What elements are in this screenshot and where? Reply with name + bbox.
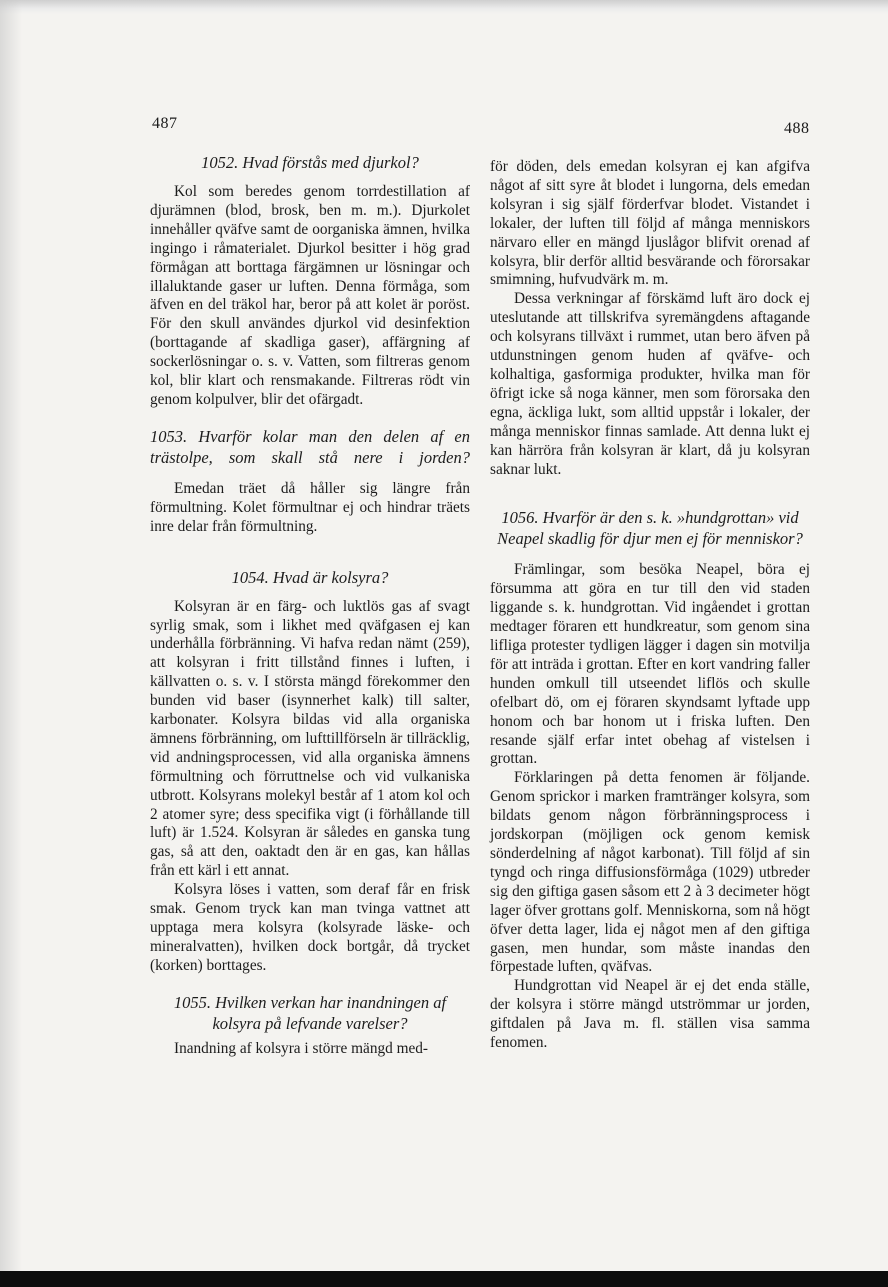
section-heading-1055: 1055. Hvilken verkan har inandningen af kolsyra på lefvande varelser? [173,992,447,1033]
paragraph-1054-b: Kolsyra löses i vatten, som deraf får en frisk smak. Genom tryck kan man tvinga vattnet att upptaga mera kolsyra (kolsyrade läske- och mineralvatten), hvilken dock bortgår, då trycket (korken) borttages. [150,881,470,974]
scan-edge-left [0,0,22,1287]
paragraph-1056-c: Hundgrottan vid Neapel är ej det enda ställe, der kolsyra i större mängd utströmmar ur jorden, giftdalen på Java m. fl. ställen visa samma fenomen. [490,977,810,1052]
paragraph-1054-a: Kolsyran är en färg- och luktlös gas af svagt syrlig smak, som i likhet med qväfgasen ej kan underhålla förbränning. Vi hafva redan nämt (259), att kolsyran i fritt tillstånd finnes i luften, i källvatten o. s. v. I största mängd förekommer den bunden vid baser (isynnerhet kalk) till salter, karbonater. Kolsyra bildas vid alla organiska ämnens förbränning, om lufttillförseln är tillräcklig, vid andningsprocessen, vid alla organiska ämnens förmultning och förruttnelse och vid vulkaniska utbrott. Kolsyrans molekyl består af 1 atom kol och 2 atomer syre; dess specifika vigt (i förhållande till luft) är 1.524. Kolsyran är således en ganska tung gas, så att den, oaktadt den är en gas, kan hållas från ett kärl i ett annat. [150,597,470,880]
paragraph-1055-continued: för döden, dels emedan kolsyran ej kan afgifva något af sitt syre åt blodet i lungorna, dels emedan kolsyran i sig själf förderfvar blodet. Vistandet i lokaler, der luften till följd af många menniskors närvaro eller en mängd ljuslågor blifvit orenad af kolsyra, blir derför alltid besvärande och förorsakar smimning, hufvudvärk m. m. [490,158,810,289]
paragraph-1056-b: Förklaringen på detta fenomen är följande. Genom sprickor i marken framtränger kolsyra, som bildats genom någon förbränningsprocess i jordskorpan (möjligen ock genom kemisk sönderdelning af något karbonat). Till följd af sin tyngd och ringa diffusionsförmåga (1029) utbreder sig den giftiga gasen såsom ett 2 à 3 decimeter högt lager öfver grottans golf. Menniskorna, som nå högt öfver detta lager, lida ej något men af den giftiga gasen, men hundar, som måste inandas den förpestade luften, qväfvas. [490,769,810,976]
section-heading-1052: 1052. Hvad förstås med djurkol? [201,153,419,172]
paragraph-1056-a: Främlingar, som besöka Neapel, böra ej försumma att göra en tur till den vid staden liggande s. k. hundgrottan. Vid ingåendet i grottan medtager föraren ett hundkreatur, som genom sina lifliga protester tydligen lägger i dagen sin motvilja för att inträda i grottan. Efter en kort vandring faller hunden omkull till utseendet liflös och skulle ofelbart dö, om ej föraren skyndsamt lyftade upp honom och bar honom ut i friska luften. Den resande själf erfar intet obehag af vistelsen i grottan. [490,561,810,768]
right-column [490,158,810,1053]
page-number-right: 488 [784,120,810,137]
paragraph-1055: Inandning af kolsyra i större mängd med- [174,1039,429,1057]
section-heading-1053: 1053. Hvarför kolar man den delen af en trästolpe, som skall stå nere i jorden? [150,426,470,467]
section-heading-1054: 1054. Hvad är kolsyra? [231,567,389,587]
paragraph-1055-b: Dessa verkningar af förskämd luft äro dock ej uteslutande att tillskrifva syremängdens aftagande och kolsyrans tillväxt i rummet, utan bero äfven på utdunstningen genom huden af qväfve- och kolhaltiga, gasformiga produkter, hvilka man för öfrigt icke så noga känner, men som förorsaka den egna, äckliga lukt, som alltid uppstår i lokaler, der många menniskor finnas samlade. Att denna lukt ej kan härröra från kolsyran är klart, då ju kolsyran saknar lukt. [490,290,810,478]
scan-edge-top [0,0,888,14]
paragraph-1052: Kol som beredes genom torrdestillation af djurämnen (blod, brosk, ben m. m.). Djurkolet innehåller qväfve samt de oorganiska ämnen, hvilka ingingo i råmaterialet. Djurkol besitter i hög grad förmågan att borttaga färgämnen ur lösningar och illaluktande gaser ur luften. Denna förmåga, som äfven en del träkol har, beror på att kolet är poröst. För den skull användes djurkol vid desinfektion (borttagande af skadliga gaser), affärgning af sockerlösningar o. s. v. Vatten, som filtreras genom kol, blir klart och rensmakande. Filtreras rödt vin genom kolpulver, blir det ofärgadt. [150,183,470,408]
scan-edge-bottom [0,1271,888,1287]
left-column [150,152,470,1059]
section-heading-1056: 1056. Hvarför är den s. k. »hundgrottan» vid Neapel skadlig för djur men ej för menniskor? [497,508,803,549]
paragraph-1053: Emedan träet då håller sig längre från förmultning. Kolet förmultnar ej och hindrar träets inre delar från förmultning. [150,479,470,535]
page-number-left: 487 [152,115,178,132]
